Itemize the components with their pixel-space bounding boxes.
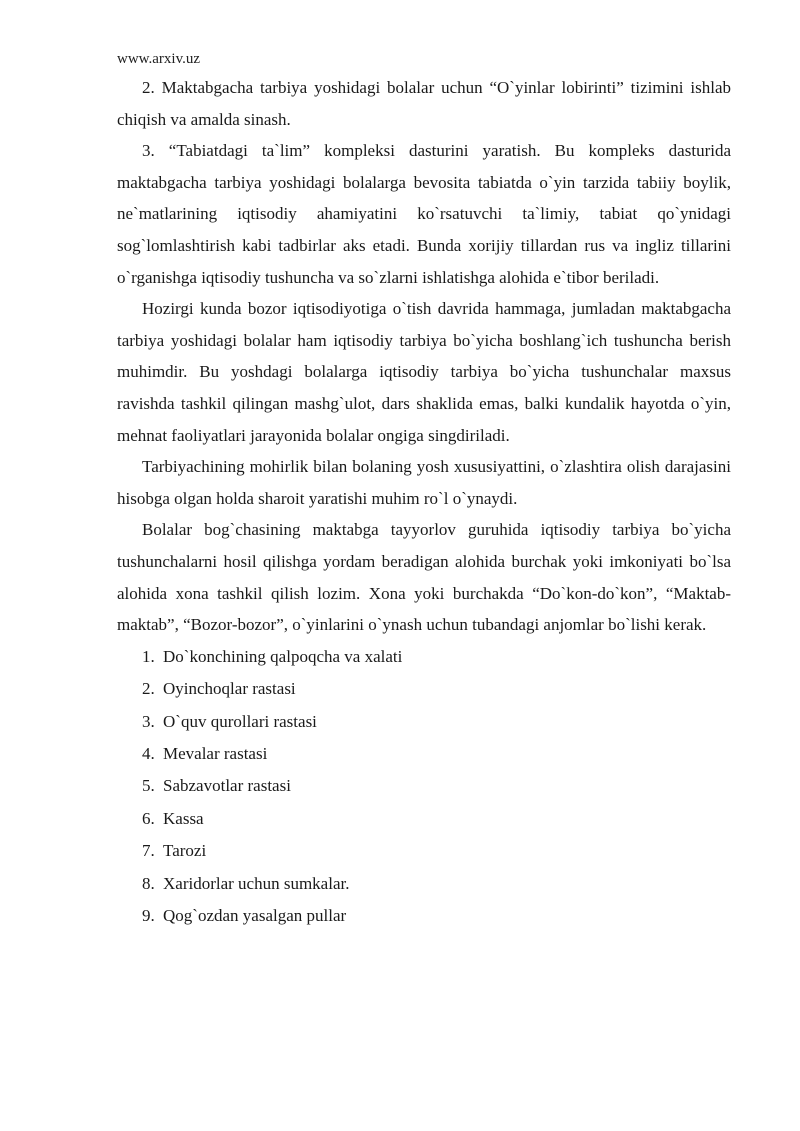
- paragraph-item-3: 3. “Tabiatdagi ta`lim” kompleksi dasturini yaratish. Bu kompleks dasturida maktabgacha tarbiya yoshidagi bolalarga bevosita tabiatda o`yin tarzida tabiiy boylik, ne`matlarining iqtisodiy ahamiyatini ko`rsatuvchi ta`limiy, tabiat qo`ynidagi sog`lomlashtirish kabi tadbirlar aks etadi. Bunda xorijiy tillardan rus va ingliz tillarini o`rganishga iqtisodiy tushuncha va so`zlarni ishlatishga alohida e`tibor beriladi.: [117, 141, 731, 287]
- paragraph-educator-skill: Tarbiyachining mohirlik bilan bolaning yosh xususiyattini, o`zlashtira olish darajasini hisobga olgan holda sharoit yaratishi muhim ro`l o`ynaydi.: [117, 457, 731, 508]
- list-item: [117, 803, 731, 835]
- list-text: Qog`ozdan yasalgan pullar: [163, 905, 347, 925]
- list-number: 8.: [142, 873, 155, 893]
- list-number: 2.: [142, 679, 155, 699]
- equipment-list: [117, 641, 731, 933]
- list-text: Xaridorlar uchun sumkalar.: [163, 873, 350, 893]
- paragraph-market-economy: Hozirgi kunda bozor iqtisodiyotiga o`tish davrida hammaga, jumladan maktabgacha tarbiya yoshidagi bolalar ham iqtisodiy tarbiya bo`yicha boshlang`ich tushuncha berish muhimdir. Bu yoshdagi bolalarga iqtisodiy tarbiya bo`yicha tushunchalar maxsus ravishda tashkil qilingan mashg`ulot, dars shaklida emas, balki kundalik hayotda o`yin, mehnat faoliyatlari jarayonida bolalar ongiga singdiriladi.: [117, 299, 731, 445]
- list-text: Kassa: [163, 808, 204, 828]
- paragraph-item-2: 2. Maktabgacha tarbiya yoshidagi bolalar uchun “O`yinlar lobirinti” tizimini ishlab chiqish va amalda sinash.: [117, 78, 731, 129]
- list-number: 1.: [142, 646, 155, 666]
- list-text: Tarozi: [163, 841, 207, 861]
- list-number: 5.: [142, 776, 155, 796]
- list-item: [117, 868, 731, 900]
- list-item: [117, 673, 731, 705]
- site-header: www.arxiv.uz: [117, 51, 201, 67]
- list-text: Mevalar rastasi: [163, 743, 268, 763]
- list-text: Do`konchining qalpoqcha va xalati: [163, 646, 403, 666]
- list-number: 7.: [142, 841, 155, 861]
- document-body: [117, 72, 731, 932]
- list-item: [117, 900, 731, 932]
- list-item: [117, 770, 731, 802]
- paragraph-kindergarten-corner: Bolalar bog`chasining maktabga tayyorlov guruhida iqtisodiy tarbiya bo`yicha tushunchalarni hosil qilishga yordam beradigan alohida burchak yoki imkoniyati bo`lsa alohida xona tashkil qilish lozim. Xona yoki burchakda “Do`kon-do`kon”, “Maktab- maktab”, “Bozor-bozor”, o`yinlarini o`ynash uchun tubandagi anjomlar bo`lishi kerak.: [117, 520, 731, 635]
- list-number: 6.: [142, 808, 155, 828]
- list-number: 4.: [142, 743, 155, 763]
- list-text: O`quv qurollari rastasi: [163, 711, 317, 731]
- list-text: Sabzavotlar rastasi: [163, 776, 291, 796]
- list-item: [117, 706, 731, 738]
- list-text: Oyinchoqlar rastasi: [163, 679, 296, 699]
- list-number: 9.: [142, 905, 155, 925]
- list-item: [117, 738, 731, 770]
- list-item: [117, 835, 731, 867]
- list-number: 3.: [142, 711, 155, 731]
- list-item: [117, 641, 731, 673]
